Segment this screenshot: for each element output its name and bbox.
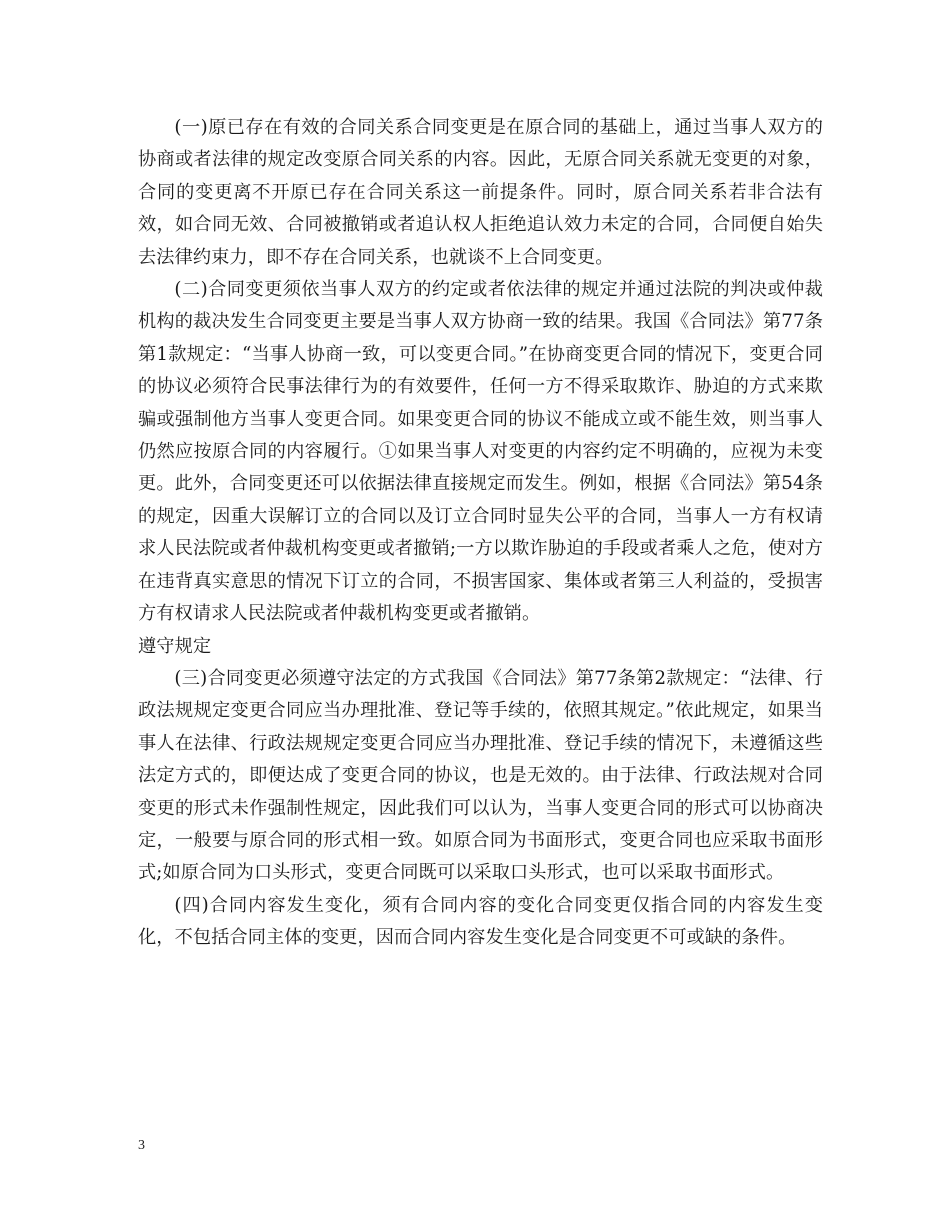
page-number: 3 — [138, 1138, 145, 1153]
paragraph-3: (三)合同变更必须遵守法定的方式我国《合同法》第77条第2款规定：“法律、行政法规规定变更合同应当办理批准、登记等手续的，依照其规定。”依此规定，如果当事人在法律、行政法规规定变更合同应当办理批准、登记手续的情况下，未遵循这些法定方式的，即便达成了变更合同的协议，也是无效的。由于法律、行政法规对合同变更的形式未作强制性规定，因此我们可以认为，当事人变更合同的形式可以协商决定，一般要与原合同的形式相一致。如原合同为书面形式，变更合同也应采取书面形式;如原合同为口头形式，变更合同既可以采取口头形式，也可以采取书面形式。 — [138, 667, 823, 884]
paragraph-2: (二)合同变更须依当事人双方的约定或者依法律的规定并通过法院的判决或仲裁机构的裁决发生合同变更主要是当事人双方协商一致的结果。我国《合同法》第77条第1款规定：“当事人协商一致，可以变更合同。”在协商变更合同的情况下，变更合同的协议必须符合民事法律行为的有效要件，任何一方不得采取欺诈、胁迫的方式来欺骗或强制他方当事人变更合同。如果变更合同的协议不能成立或不能生效，则当事人仍然应按原合同的内容履行。①如果当事人对变更的内容约定不明确的，应视为未变更。此外，合同变更还可以依据法律直接规定而发生。例如，根据《合同法》第54条的规定，因重大误解订立的合同以及订立合同时显失公平的合同，当事人一方有权请求人民法院或者仲裁机构变更或者撤销;一方以欺诈胁迫的手段或者乘人之危，使对方在违背真实意思的情况下订立的合同，不损害国家、集体或者第三人利益的，受损害方有权请求人民法院或者仲裁机构变更或者撤销。 — [138, 279, 823, 625]
paragraph-4: (四)合同内容发生变化，须有合同内容的变化合同变更仅指合同的内容发生变化，不包括合同主体的变更，因而合同内容发生变化是合同变更不可或缺的条件。 — [138, 894, 823, 949]
paragraph-heading: 遵守规定 — [138, 635, 212, 657]
document-page — [138, 112, 823, 955]
paragraph-1: (一)原已存在有效的合同关系合同变更是在原合同的基础上，通过当事人双方的协商或者法律的规定改变原合同关系的内容。因此，无原合同关系就无变更的对象，合同的变更离不开原已存在合同关系这一前提条件。同时，原合同关系若非合法有效，如合同无效、合同被撤销或者追认权人拒绝追认效力未定的合同，合同便自始失去法律约束力，即不存在合同关系，也就谈不上合同变更。 — [138, 117, 823, 268]
